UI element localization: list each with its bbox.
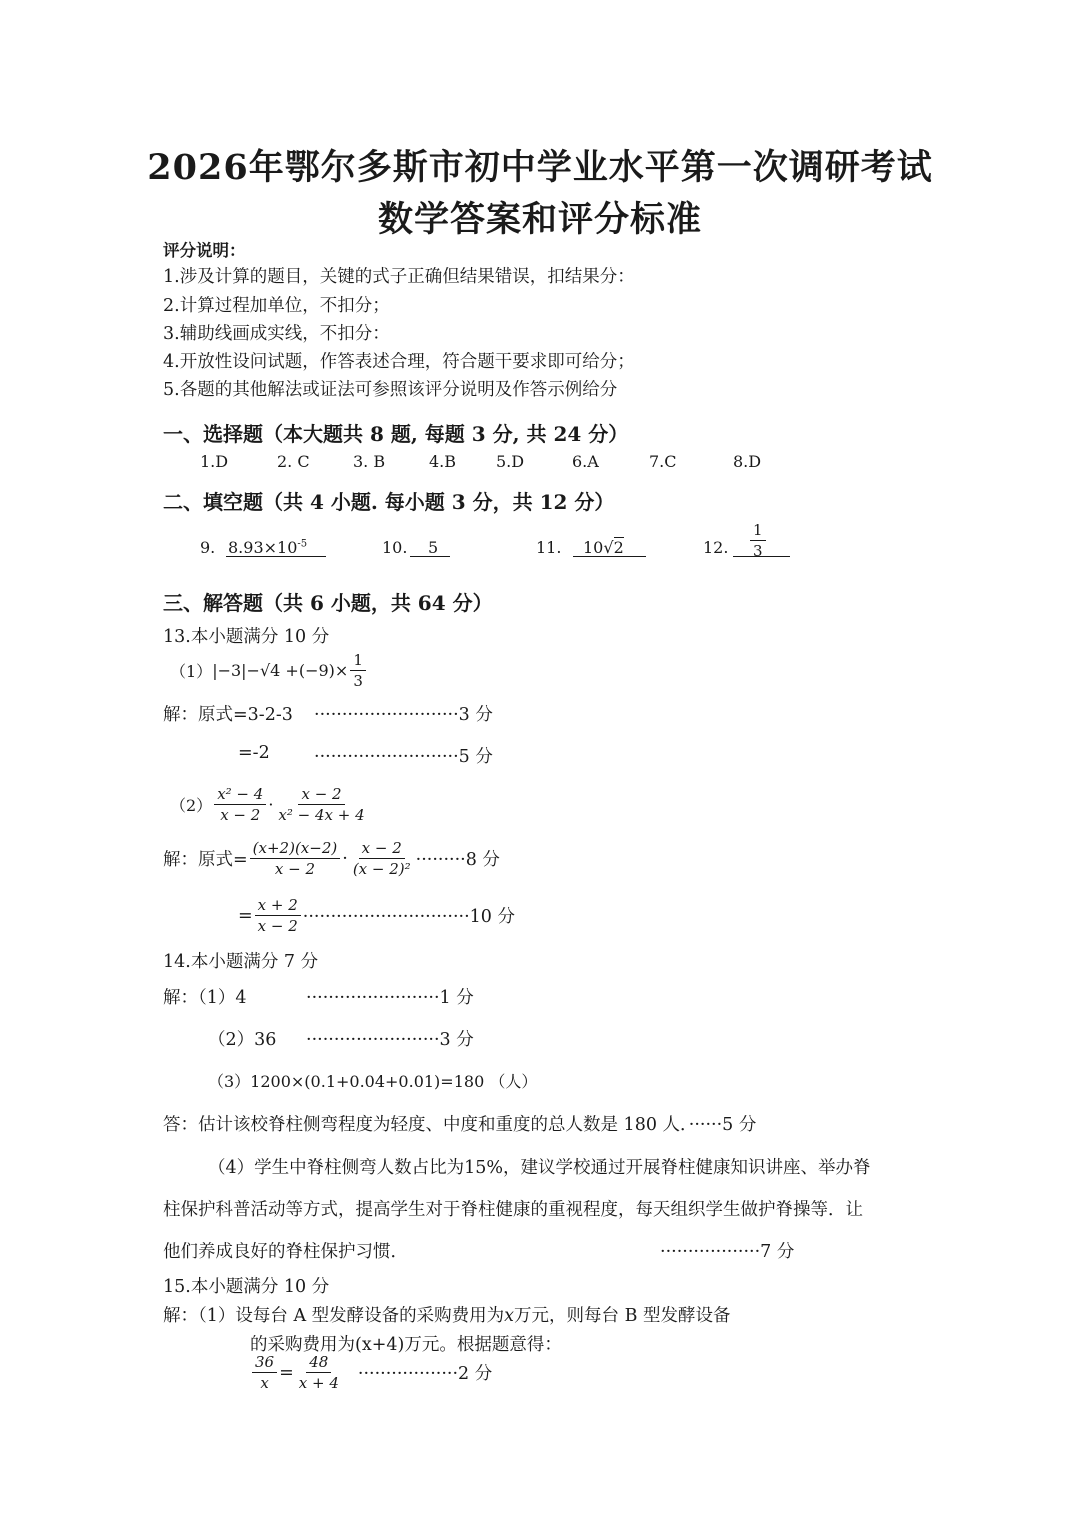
q13-p2-label: （2） bbox=[170, 796, 213, 815]
fraction bbox=[250, 838, 341, 879]
q14-title: 14.本小题满分 7 分 bbox=[163, 952, 319, 972]
fraction bbox=[750, 520, 766, 561]
note-item: 3.辅助线画成实线，不扣分： bbox=[163, 324, 390, 344]
q13-p1-expression: |−3|−√4 +(−9)× bbox=[212, 661, 349, 680]
q14-part1: 解：（1）4 bbox=[163, 988, 247, 1008]
denominator: 3 bbox=[353, 672, 363, 690]
exam-subtitle: 数学答案和评分标准 bbox=[377, 199, 702, 240]
choice-answer: 7.C bbox=[649, 452, 677, 471]
q15-equation bbox=[250, 1352, 492, 1393]
q15-variable: x bbox=[504, 1306, 515, 1326]
q15-eq-score: ··················2 分 bbox=[357, 1364, 493, 1384]
fraction bbox=[296, 1352, 342, 1393]
step-score: ·········8 分 bbox=[415, 850, 500, 870]
denominator: x + 4 bbox=[298, 1374, 339, 1392]
choice-answer: 6.A bbox=[572, 452, 599, 471]
q14-part2: （2）36 bbox=[208, 1030, 277, 1050]
section3-heading: 三、解答题（共 6 小题，共 64 分） bbox=[163, 591, 493, 615]
numerator: (x+2)(x−2) bbox=[250, 838, 341, 859]
step-prefix: = bbox=[238, 905, 253, 926]
multiply-dot: · bbox=[268, 795, 274, 814]
choice-answer: 3. B bbox=[353, 452, 386, 471]
q9-mantissa: 8.93×10 bbox=[228, 538, 298, 557]
sqrt-symbol: √ bbox=[603, 538, 614, 557]
q13-p1-label: （1） bbox=[170, 662, 213, 681]
q15-line1-prefix: 解：（1）设每台 A 型发酵设备的采购费用为 bbox=[163, 1306, 505, 1326]
choice-answer: 5.D bbox=[496, 452, 525, 471]
q9-answer bbox=[228, 538, 307, 557]
q14-part1-score: ························1 分 bbox=[306, 988, 474, 1008]
note-item: 2.计算过程加单位，不扣分； bbox=[163, 296, 390, 316]
q13-part1 bbox=[170, 650, 368, 691]
note-item: 1.涉及计算的题目，关键的式子正确但结果错误，扣结果分： bbox=[163, 267, 635, 287]
q15-line1 bbox=[163, 1302, 731, 1327]
q13-p2-step2 bbox=[238, 895, 515, 936]
q11-label: 11. bbox=[536, 538, 562, 557]
fraction bbox=[275, 784, 367, 825]
q11-radicand: 2 bbox=[613, 538, 624, 557]
numerator: x − 2 bbox=[359, 838, 405, 859]
denominator: x² − 4x + 4 bbox=[278, 806, 365, 824]
q9-underline bbox=[226, 556, 326, 557]
q9-exponent: -5 bbox=[297, 538, 308, 550]
step-prefix: 解：原式= bbox=[163, 850, 248, 870]
section1-heading: 一、选择题（本大题共 8 题, 每题 3 分, 共 24 分） bbox=[163, 422, 629, 446]
denominator: x − 2 bbox=[274, 860, 315, 878]
q15-line1-suffix: 万元，则每台 B 型发酵设备 bbox=[514, 1306, 731, 1326]
section2-heading: 二、填空题（共 4 小题. 每小题 3 分，共 12 分） bbox=[163, 490, 615, 514]
q10-underline bbox=[410, 556, 450, 557]
q12-label: 12. bbox=[703, 538, 729, 557]
note-item: 5.各题的其他解法或证法可参照该评分说明及作答示例给分 bbox=[163, 380, 618, 400]
q13-p1-step2: =-2 bbox=[238, 743, 270, 763]
choice-answer: 4.B bbox=[429, 452, 457, 471]
q13-title: 13.本小题满分 10 分 bbox=[163, 627, 330, 647]
fraction bbox=[255, 895, 301, 936]
choice-answer: 1.D bbox=[200, 452, 229, 471]
q15-line2: 的采购费用为(x+4)万元。根据题意得： bbox=[250, 1335, 562, 1355]
q14-part3: （3）1200×(0.1+0.04+0.01)=180 （人） bbox=[208, 1072, 538, 1091]
numerator: 36 bbox=[252, 1352, 277, 1373]
q10-answer: 5 bbox=[428, 538, 439, 557]
q14-part4-line2: 柱保护科普活动等方式，提高学生对于脊柱健康的重视程度，每天组织学生做护脊操等．让 bbox=[163, 1200, 863, 1220]
q10-label: 10. bbox=[382, 538, 408, 557]
denominator: x − 2 bbox=[257, 917, 298, 935]
q11-underline bbox=[573, 556, 646, 557]
fraction bbox=[214, 784, 266, 825]
q11-coefficient: 10 bbox=[583, 538, 604, 557]
q12-numerator: 1 bbox=[750, 520, 766, 541]
fraction bbox=[350, 650, 366, 691]
step-score: ······························10 分 bbox=[302, 907, 515, 927]
multiply-dot: · bbox=[342, 848, 348, 869]
q11-answer bbox=[583, 538, 624, 557]
q13-part2 bbox=[170, 784, 370, 825]
q15-title: 15.本小题满分 10 分 bbox=[163, 1277, 330, 1297]
q13-p1-step1-score: ··························3 分 bbox=[314, 705, 493, 725]
q12-denominator: 3 bbox=[753, 542, 763, 560]
numerator: 1 bbox=[350, 650, 366, 671]
denominator: (x − 2)² bbox=[352, 860, 411, 878]
q14-part4-score: ··················7 分 bbox=[660, 1242, 795, 1262]
note-item: 4.开放性设问试题，作答表述合理，符合题干要求即可给分； bbox=[163, 352, 635, 372]
q14-part4-line1: （4）学生中脊柱侧弯人数占比为15%，建议学校通过开展脊柱健康知识讲座、举办脊 bbox=[208, 1158, 871, 1178]
exam-title: 2026年鄂尔多斯市初中学业水平第一次调研考试 bbox=[147, 147, 933, 188]
choice-answer: 8.D bbox=[733, 452, 762, 471]
q14-answer: 答：估计该校脊柱侧弯程度为轻度、中度和重度的总人数是 180 人．······5 分 bbox=[163, 1115, 757, 1135]
numerator: 48 bbox=[306, 1352, 331, 1373]
q13-p1-step2-score: ··························5 分 bbox=[314, 747, 493, 767]
q12-underline bbox=[733, 556, 790, 557]
denominator: x − 2 bbox=[220, 806, 261, 824]
numerator: x + 2 bbox=[255, 895, 301, 916]
fraction bbox=[252, 1352, 277, 1393]
q14-part2-score: ························3 分 bbox=[306, 1030, 474, 1050]
q13-p1-step1: 解：原式=3-2-3 bbox=[163, 705, 293, 725]
q13-p2-step1 bbox=[163, 838, 500, 879]
equals-sign: = bbox=[279, 1362, 294, 1383]
notes-heading: 评分说明： bbox=[163, 241, 246, 260]
numerator: x² − 4 bbox=[214, 784, 266, 805]
fraction bbox=[350, 838, 414, 879]
numerator: x − 2 bbox=[298, 784, 344, 805]
q14-part4-line3: 他们养成良好的脊柱保护习惯． bbox=[163, 1242, 408, 1262]
denominator: x bbox=[260, 1374, 269, 1392]
choice-answer: 2. C bbox=[277, 452, 310, 471]
q9-label: 9. bbox=[200, 538, 216, 557]
q12-answer bbox=[748, 520, 768, 561]
